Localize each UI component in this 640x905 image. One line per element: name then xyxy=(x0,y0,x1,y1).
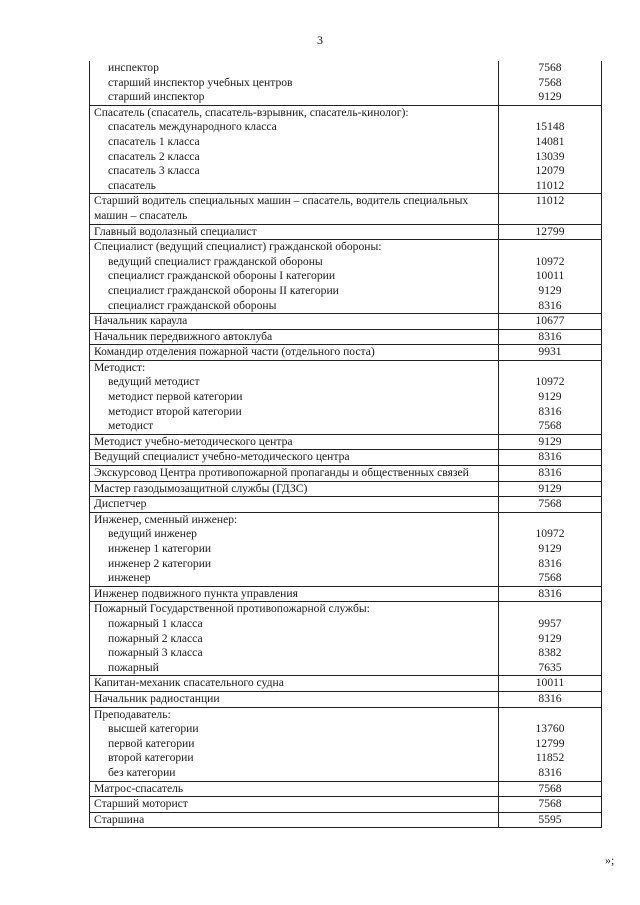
salary-value-cell: 12799 xyxy=(499,737,602,752)
table-row xyxy=(90,676,602,692)
table-row xyxy=(90,390,602,405)
salary-value-cell: 11012 xyxy=(499,179,602,194)
position-name-cell: инженер 1 категории xyxy=(90,542,499,557)
position-name-cell: старший инспектор xyxy=(90,90,499,105)
table-row xyxy=(90,527,602,542)
salary-value-cell xyxy=(499,240,602,255)
position-name-cell: Старший водитель специальных машин – спасатель, водитель специальных машин – спасатель xyxy=(90,194,499,224)
salary-value-cell: 8316 xyxy=(499,586,602,602)
position-name-cell: Специалист (ведущий специалист) гражданской обороны: xyxy=(90,240,499,255)
position-name-cell: спасатель 2 класса xyxy=(90,150,499,165)
table-row xyxy=(90,405,602,420)
closing-quote-mark: »; xyxy=(605,853,615,867)
table-row xyxy=(90,120,602,135)
salary-value-cell xyxy=(499,512,602,527)
salary-value-cell: 5595 xyxy=(499,812,602,828)
table-row xyxy=(90,691,602,707)
table-row xyxy=(90,661,602,676)
position-name-cell: Главный водолазный специалист xyxy=(90,224,499,240)
position-name-cell: высшей категории xyxy=(90,722,499,737)
table-row xyxy=(90,61,602,76)
table-row xyxy=(90,737,602,752)
salary-value-cell: 7635 xyxy=(499,661,602,676)
position-name-cell: без категории xyxy=(90,766,499,781)
table-row xyxy=(90,240,602,255)
salary-value-cell: 9129 xyxy=(499,284,602,299)
table-row xyxy=(90,284,602,299)
table-row xyxy=(90,466,602,482)
salary-value-cell: 14081 xyxy=(499,135,602,150)
position-name-cell: специалист гражданской обороны II категории xyxy=(90,284,499,299)
salary-value-cell xyxy=(499,105,602,120)
salary-value-cell: 12079 xyxy=(499,164,602,179)
table-row xyxy=(90,707,602,722)
table-row xyxy=(90,450,602,466)
table-row xyxy=(90,224,602,240)
table-row xyxy=(90,812,602,828)
position-name-cell: Спасатель (спасатель, спасатель-взрывник, спасатель-кинолог): xyxy=(90,105,499,120)
table-row xyxy=(90,150,602,165)
position-name-cell: методист xyxy=(90,419,499,434)
position-name-cell: Старший моторист xyxy=(90,797,499,813)
table-row xyxy=(90,105,602,120)
position-name-cell: Старшина xyxy=(90,812,499,828)
salary-value-cell: 8316 xyxy=(499,450,602,466)
position-name-cell: ведущий инженер xyxy=(90,527,499,542)
salary-value-cell xyxy=(499,707,602,722)
position-name-cell: спасатель международного класса xyxy=(90,120,499,135)
table-row xyxy=(90,76,602,91)
salary-value-cell: 7568 xyxy=(499,76,602,91)
salary-value-cell: 9129 xyxy=(499,390,602,405)
salary-value-cell: 11852 xyxy=(499,751,602,766)
position-name-cell: пожарный xyxy=(90,661,499,676)
salary-value-cell: 10972 xyxy=(499,255,602,270)
position-name-cell: Командир отделения пожарной части (отдельного поста) xyxy=(90,345,499,361)
table-row xyxy=(90,512,602,527)
position-name-cell: методист первой категории xyxy=(90,390,499,405)
salary-value-cell xyxy=(499,602,602,617)
page-number: 3 xyxy=(317,33,323,47)
position-name-cell: инспектор xyxy=(90,61,499,76)
salary-value-cell: 10677 xyxy=(499,314,602,330)
position-name-cell: старший инспектор учебных центров xyxy=(90,76,499,91)
salary-value-cell: 10972 xyxy=(499,375,602,390)
position-name-cell: ведущий методист xyxy=(90,375,499,390)
table-row xyxy=(90,751,602,766)
salary-value-cell: 8316 xyxy=(499,299,602,314)
table-row xyxy=(90,632,602,647)
salary-value-cell: 11012 xyxy=(499,194,602,224)
position-name-cell: Пожарный Государственной противопожарной службы: xyxy=(90,602,499,617)
position-name-cell: первой категории xyxy=(90,737,499,752)
table-row xyxy=(90,617,602,632)
table-row xyxy=(90,571,602,586)
table-row xyxy=(90,269,602,284)
salary-value-cell: 7568 xyxy=(499,419,602,434)
position-name-cell: Матрос-спасатель xyxy=(90,781,499,797)
table-row xyxy=(90,781,602,797)
salary-value-cell: 7568 xyxy=(499,61,602,76)
position-name-cell: Преподаватель: xyxy=(90,707,499,722)
table-row xyxy=(90,255,602,270)
position-name-cell: специалист гражданской обороны xyxy=(90,299,499,314)
position-name-cell: методист второй категории xyxy=(90,405,499,420)
salary-value-cell: 8316 xyxy=(499,329,602,345)
table-row xyxy=(90,434,602,450)
salary-value-cell xyxy=(499,360,602,375)
salary-value-cell: 10011 xyxy=(499,676,602,692)
salary-value-cell: 8316 xyxy=(499,405,602,420)
table-row xyxy=(90,179,602,194)
position-name-cell: Мастер газодымозащитной службы (ГДЗС) xyxy=(90,481,499,497)
salary-value-cell: 15148 xyxy=(499,120,602,135)
position-name-cell: инженер xyxy=(90,571,499,586)
position-name-cell: инженер 2 категории xyxy=(90,557,499,572)
position-name-cell: Начальник радиостанции xyxy=(90,691,499,707)
salary-value-cell: 9129 xyxy=(499,542,602,557)
table-row xyxy=(90,722,602,737)
table-row xyxy=(90,557,602,572)
salary-value-cell: 8316 xyxy=(499,557,602,572)
table-row xyxy=(90,164,602,179)
salary-value-cell: 9931 xyxy=(499,345,602,361)
position-name-cell: пожарный 1 класса xyxy=(90,617,499,632)
position-name-cell: ведущий специалист гражданской обороны xyxy=(90,255,499,270)
salary-table-body xyxy=(90,61,602,828)
salary-value-cell: 10011 xyxy=(499,269,602,284)
salary-value-cell: 10972 xyxy=(499,527,602,542)
salary-value-cell: 9129 xyxy=(499,434,602,450)
salary-value-cell: 9129 xyxy=(499,632,602,647)
position-name-cell: Начальник караула xyxy=(90,314,499,330)
salary-value-cell: 8316 xyxy=(499,766,602,781)
salary-table xyxy=(89,61,602,828)
position-name-cell: специалист гражданской обороны I категории xyxy=(90,269,499,284)
salary-value-cell: 7568 xyxy=(499,497,602,513)
position-name-cell: Ведущий специалист учебно-методического центра xyxy=(90,450,499,466)
salary-value-cell: 8316 xyxy=(499,691,602,707)
table-row xyxy=(90,497,602,513)
table-row xyxy=(90,797,602,813)
table-row xyxy=(90,345,602,361)
salary-value-cell: 7568 xyxy=(499,571,602,586)
table-row xyxy=(90,766,602,781)
position-name-cell: Методист: xyxy=(90,360,499,375)
table-row xyxy=(90,375,602,390)
position-name-cell: спасатель xyxy=(90,179,499,194)
table-row xyxy=(90,419,602,434)
position-name-cell: спасатель 1 класса xyxy=(90,135,499,150)
table-row xyxy=(90,194,602,224)
salary-value-cell: 9129 xyxy=(499,90,602,105)
position-name-cell: Методист учебно-методического центра xyxy=(90,434,499,450)
salary-value-cell: 9957 xyxy=(499,617,602,632)
salary-value-cell: 8382 xyxy=(499,646,602,661)
salary-value-cell: 9129 xyxy=(499,481,602,497)
position-name-cell: пожарный 3 класса xyxy=(90,646,499,661)
table-row xyxy=(90,329,602,345)
position-name-cell: Капитан-механик спасательного судна xyxy=(90,676,499,692)
table-row xyxy=(90,299,602,314)
salary-value-cell: 7568 xyxy=(499,797,602,813)
table-row xyxy=(90,602,602,617)
position-name-cell: Инженер подвижного пункта управления xyxy=(90,586,499,602)
table-row xyxy=(90,586,602,602)
salary-value-cell: 13039 xyxy=(499,150,602,165)
salary-value-cell: 13760 xyxy=(499,722,602,737)
table-row xyxy=(90,360,602,375)
salary-value-cell: 7568 xyxy=(499,781,602,797)
salary-value-cell: 12799 xyxy=(499,224,602,240)
position-name-cell: спасатель 3 класса xyxy=(90,164,499,179)
salary-value-cell: 8316 xyxy=(499,466,602,482)
position-name-cell: Диспетчер xyxy=(90,497,499,513)
position-name-cell: пожарный 2 класса xyxy=(90,632,499,647)
position-name-cell: Инженер, сменный инженер: xyxy=(90,512,499,527)
table-row xyxy=(90,646,602,661)
table-row xyxy=(90,481,602,497)
table-row xyxy=(90,135,602,150)
table-row xyxy=(90,314,602,330)
table-row xyxy=(90,542,602,557)
table-row xyxy=(90,90,602,105)
position-name-cell: Начальник передвижного автоклуба xyxy=(90,329,499,345)
position-name-cell: второй категории xyxy=(90,751,499,766)
position-name-cell: Экскурсовод Центра противопожарной пропаганды и общественных связей xyxy=(90,466,499,482)
